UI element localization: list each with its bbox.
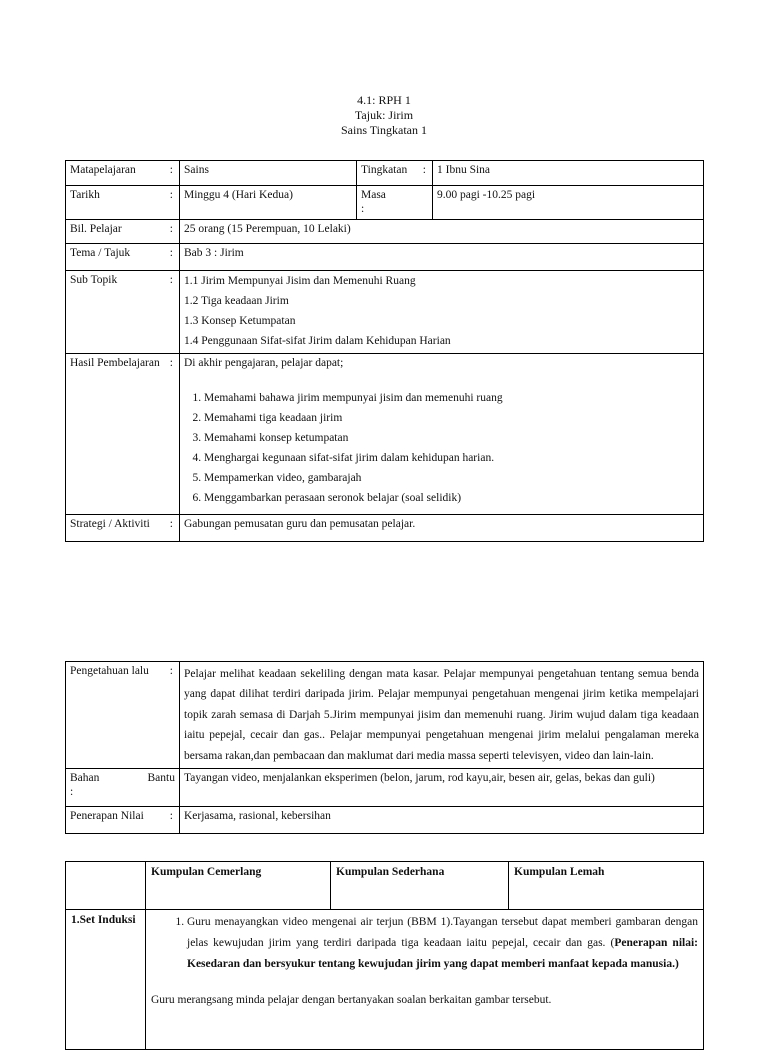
subtopik-item: 1.3 Konsep Ketumpatan: [184, 314, 296, 327]
matapelajaran-label: Matapelajaran :: [66, 161, 180, 186]
document-header: [0, 93, 768, 138]
header-tajuk: Tajuk: Jirim: [354, 108, 414, 122]
hasil-item: 3. Memahami konsep ketumpatan: [204, 428, 699, 448]
bahan-value: Tayangan video, menjalankan eksperimen (belon, jarum, rod kayu,air, besen air, gelas, bekas dan guli): [180, 769, 704, 807]
hasil-item: 2. Memahami tiga keadaan jirim: [204, 408, 699, 428]
subtopik-item: 1.1 Jirim Mempunyai Jisim dan Memenuhi Ruang: [184, 274, 416, 287]
hasil-item: 6. Menggambarkan perasaan seronok belajar (soal selidik): [204, 488, 699, 508]
strategi-value: Gabungan pemusatan guru dan pemusatan pelajar.: [180, 514, 704, 541]
subtopik-item: 1.4 Penggunaan Sifat-sifat Jirim dalam Kehidupan Harian: [184, 334, 451, 347]
bil-pelajar-label: Bil. Pelajar :: [66, 219, 180, 243]
tingkatan-value: 1 Ibnu Sina: [433, 161, 704, 186]
tema-label: Tema / Tajuk :: [66, 243, 180, 270]
set-induksi-content: [146, 910, 704, 1050]
header-rph: 4.1: RPH 1: [357, 93, 411, 107]
pengetahuan-label: Pengetahuan lalu :: [66, 662, 180, 769]
nilai-label: Penerapan Nilai :: [66, 807, 180, 834]
header-subject: Sains Tingkatan 1: [340, 123, 427, 137]
hasil-intro: Di akhir pengajaran, pelajar dapat;: [184, 356, 344, 369]
strategi-label: Strategi / Aktiviti :: [66, 514, 180, 541]
masa-label: Masa :: [357, 186, 433, 220]
subtopik-list: [180, 270, 704, 353]
tema-value: Bab 3 : Jirim: [180, 243, 704, 270]
matapelajaran-value: Sains: [180, 161, 357, 186]
hasil-item: 4. Menghargai kegunaan sifat-sifat jirim dalam kehidupan harian.: [204, 448, 699, 468]
bahan-label: Bahan Bantu :: [66, 769, 180, 807]
lesson-resources-table: [65, 661, 704, 834]
hasil-list: [184, 388, 699, 508]
subtopik-label: Sub Topik :: [66, 270, 180, 353]
lesson-info-table: [65, 160, 704, 542]
set-induksi-label: 1.Set Induksi: [66, 910, 146, 1050]
hasil-content: [180, 353, 704, 514]
group-activity-table: [65, 861, 704, 1050]
set-induksi-item: 1. Guru menayangkan video mengenai air terjun (BBM 1).Tayangan tersebut dapat memberi gambaran dengan jelas kewujudan jirim yang terdiri daripada tiga keadaan iaitu pepejal, cecair dan gas. (Penerapan nilai: Kesedaran dan bersyukur tentang kewujudan jirim yang dapat memberi manfaat kepada manusia.): [187, 912, 698, 975]
hasil-label: Hasil Pembelajaran :: [66, 353, 180, 514]
hasil-item: 1. Memahami bahawa jirim mempunyai jisim dan memenuhi ruang: [204, 388, 699, 408]
pengetahuan-value: Pelajar melihat keadaan sekeliling dengan mata kasar. Pelajar mempunyai pengetahuan tentang semua benda yang dapat dilihat terdiri daripada jirim. Pelajar mempunyai pengetahuan mengenai jirim ketika mempelajari topik zarah semasa di Darjah 5.Jirim mempunyai jisim dan memenuhi ruang. Jirim wujud dalam tiga keadaan iaitu pepejal, cecair dan gas.. Pelajar mempunyai pengetahuan mengenai jirim melalui pengalaman mereka bersama rakan,dan pembacaan dan maklumat dari media massa seperti televisyen, video dan lain-lain.: [180, 662, 704, 769]
tingkatan-label: Tingkatan :: [357, 161, 433, 186]
tarikh-label: Tarikh :: [66, 186, 180, 220]
set-induksi-list: [151, 912, 698, 975]
set-induksi-paragraph: Guru merangsang minda pelajar dengan bertanyakan soalan berkaitan gambar tersebut.: [151, 994, 552, 1006]
masa-value: 9.00 pagi -10.25 pagi: [433, 186, 704, 220]
bil-pelajar-value: 25 orang (15 Perempuan, 10 Lelaki): [180, 219, 704, 243]
nilai-value: Kerjasama, rasional, kebersihan: [180, 807, 704, 834]
hasil-item: 5. Mempamerkan video, gambarajah: [204, 468, 699, 488]
tarikh-value: Minggu 4 (Hari Kedua): [180, 186, 357, 220]
col-header-sederhana: Kumpulan Sederhana: [331, 862, 509, 910]
col-header-cemerlang: Kumpulan Cemerlang: [146, 862, 331, 910]
corner-cell: [66, 862, 146, 910]
subtopik-item: 1.2 Tiga keadaan Jirim: [184, 294, 289, 307]
col-header-lemah: Kumpulan Lemah: [509, 862, 704, 910]
